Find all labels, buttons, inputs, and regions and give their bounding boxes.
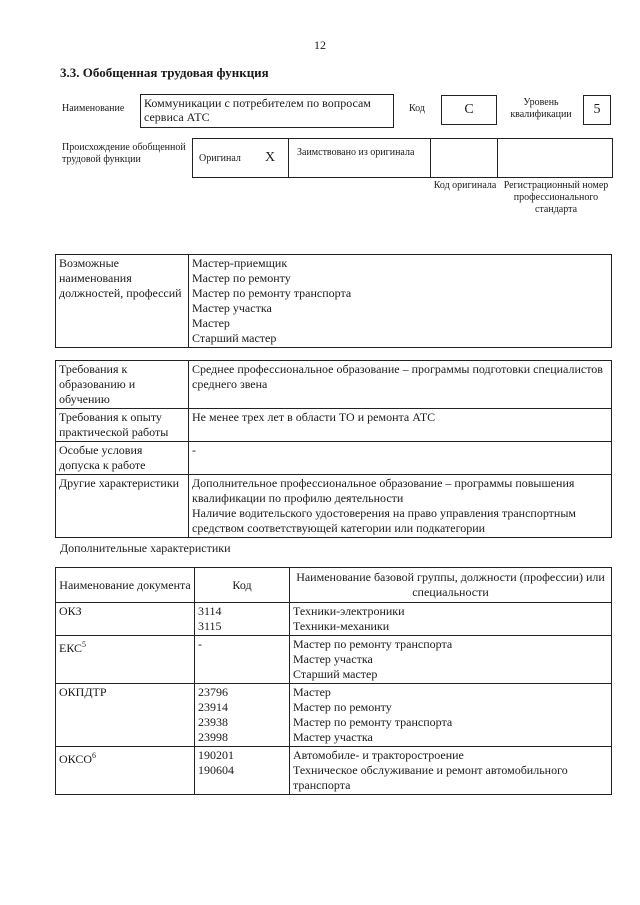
row-code: 23998 (198, 730, 228, 744)
row-code: 23938 (198, 715, 228, 729)
row-name: Старший мастер (293, 667, 378, 681)
requirement-row (56, 409, 612, 442)
positions-list (189, 255, 612, 348)
requirement-value-line: Дополнительное профессиональное образование – программы повышения квалификации по профилю деятельности (192, 476, 575, 505)
original-cell (192, 138, 289, 178)
requirement-value-line: Наличие водительского удостоверения на право управления транспортным средством соответствующей категории или подкатегории (192, 506, 576, 535)
row-doc-text: ЕКС (59, 641, 83, 655)
original-mark: X (265, 150, 276, 165)
origin-label: Происхождение обобщенной трудовой функции (62, 142, 186, 165)
table-row (56, 747, 612, 795)
row-doc-text: ОКПДТР (59, 685, 107, 699)
level-label: Уровень квалификации (510, 97, 572, 120)
position-item: Мастер-приемщик (192, 256, 288, 270)
row-codes (195, 603, 290, 636)
row-code: 190201 (198, 748, 234, 762)
code-label: Код (409, 103, 425, 114)
row-doc (56, 684, 195, 747)
footnote-ref: 5 (82, 640, 87, 649)
requirement-row (56, 442, 612, 475)
additional-title: Дополнительные характеристики (60, 541, 231, 555)
additional-header-row (56, 568, 612, 603)
row-name: Автомобиле- и тракторостроение (293, 748, 464, 762)
name-value: Коммуникации с потребителем по вопросам сервиса АТС (140, 94, 394, 128)
requirement-row (56, 475, 612, 538)
requirement-label: Особые условия допуска к работе (56, 442, 189, 475)
requirement-label: Требования к опыту практической работы (56, 409, 189, 442)
positions-label: Возможные наименования должностей, профессий (56, 255, 189, 348)
row-name: Мастер (293, 685, 331, 699)
row-names (290, 603, 612, 636)
code-original-cell (430, 138, 498, 178)
original-label: Оригинал (199, 153, 241, 164)
table-row (56, 636, 612, 684)
row-codes (195, 636, 290, 684)
requirement-value: - (189, 442, 612, 475)
position-item: Старший мастер (192, 331, 277, 345)
row-name: Техническое обслуживание и ремонт автомобильного транспорта (293, 763, 568, 792)
row-names (290, 636, 612, 684)
row-code: 190604 (198, 763, 234, 777)
row-doc (56, 636, 195, 684)
section-title: 3.3. Обобщенная трудовая функция (60, 65, 269, 80)
requirements-table (55, 360, 612, 538)
row-name: Мастер по ремонту (293, 700, 392, 714)
page-number: 12 (314, 38, 326, 52)
row-name: Мастер участка (293, 652, 373, 666)
borrowed-label: Заимствовано из оригинала (288, 138, 431, 178)
row-doc (56, 603, 195, 636)
row-doc (56, 747, 195, 795)
requirement-label: Другие характеристики (56, 475, 189, 538)
row-code: 3114 (198, 604, 222, 618)
row-name: Мастер участка (293, 730, 373, 744)
additional-table (55, 567, 612, 795)
row-name: Мастер по ремонту транспорта (293, 637, 453, 651)
row-doc-text: ОКСО (59, 752, 93, 766)
position-item: Мастер (192, 316, 230, 330)
requirement-label: Требования к образованию и обучению (56, 361, 189, 409)
col-code-header: Код (195, 568, 290, 603)
row-name: Мастер по ремонту транспорта (293, 715, 453, 729)
footnote-ref: 6 (92, 751, 97, 760)
row-names (290, 684, 612, 747)
table-row (56, 684, 612, 747)
row-code: 23796 (198, 685, 228, 699)
name-label: Наименование (62, 103, 125, 114)
position-item: Мастер по ремонту транспорта (192, 286, 352, 300)
position-item: Мастер по ремонту (192, 271, 291, 285)
requirement-row (56, 361, 612, 409)
row-code: 23914 (198, 700, 228, 714)
row-name: Техники-механики (293, 619, 390, 633)
row-codes (195, 747, 290, 795)
table-row (56, 603, 612, 636)
row-doc-text: ОКЗ (59, 604, 82, 618)
reg-number-label: Регистрационный номер профессионального стандарта (503, 180, 609, 215)
position-item: Мастер участка (192, 301, 272, 315)
row-codes (195, 684, 290, 747)
col-name-header: Наименование базовой группы, должности (профессии) или специальности (290, 568, 612, 603)
row-code: 3115 (198, 619, 222, 633)
code-value: C (441, 95, 497, 125)
col-doc-header: Наименование документа (56, 568, 195, 603)
row-code: - (198, 637, 202, 651)
requirement-value: Не менее трех лет в области ТО и ремонта АТС (189, 409, 612, 442)
requirement-value (189, 475, 612, 538)
row-name: Техники-электроники (293, 604, 405, 618)
code-original-label: Код оригинала (433, 180, 497, 191)
requirement-value: Среднее профессиональное образование – программы подготовки специалистов среднего звена (189, 361, 612, 409)
positions-table (55, 254, 612, 348)
reg-number-cell (497, 138, 613, 178)
row-names (290, 747, 612, 795)
level-value: 5 (583, 95, 611, 125)
